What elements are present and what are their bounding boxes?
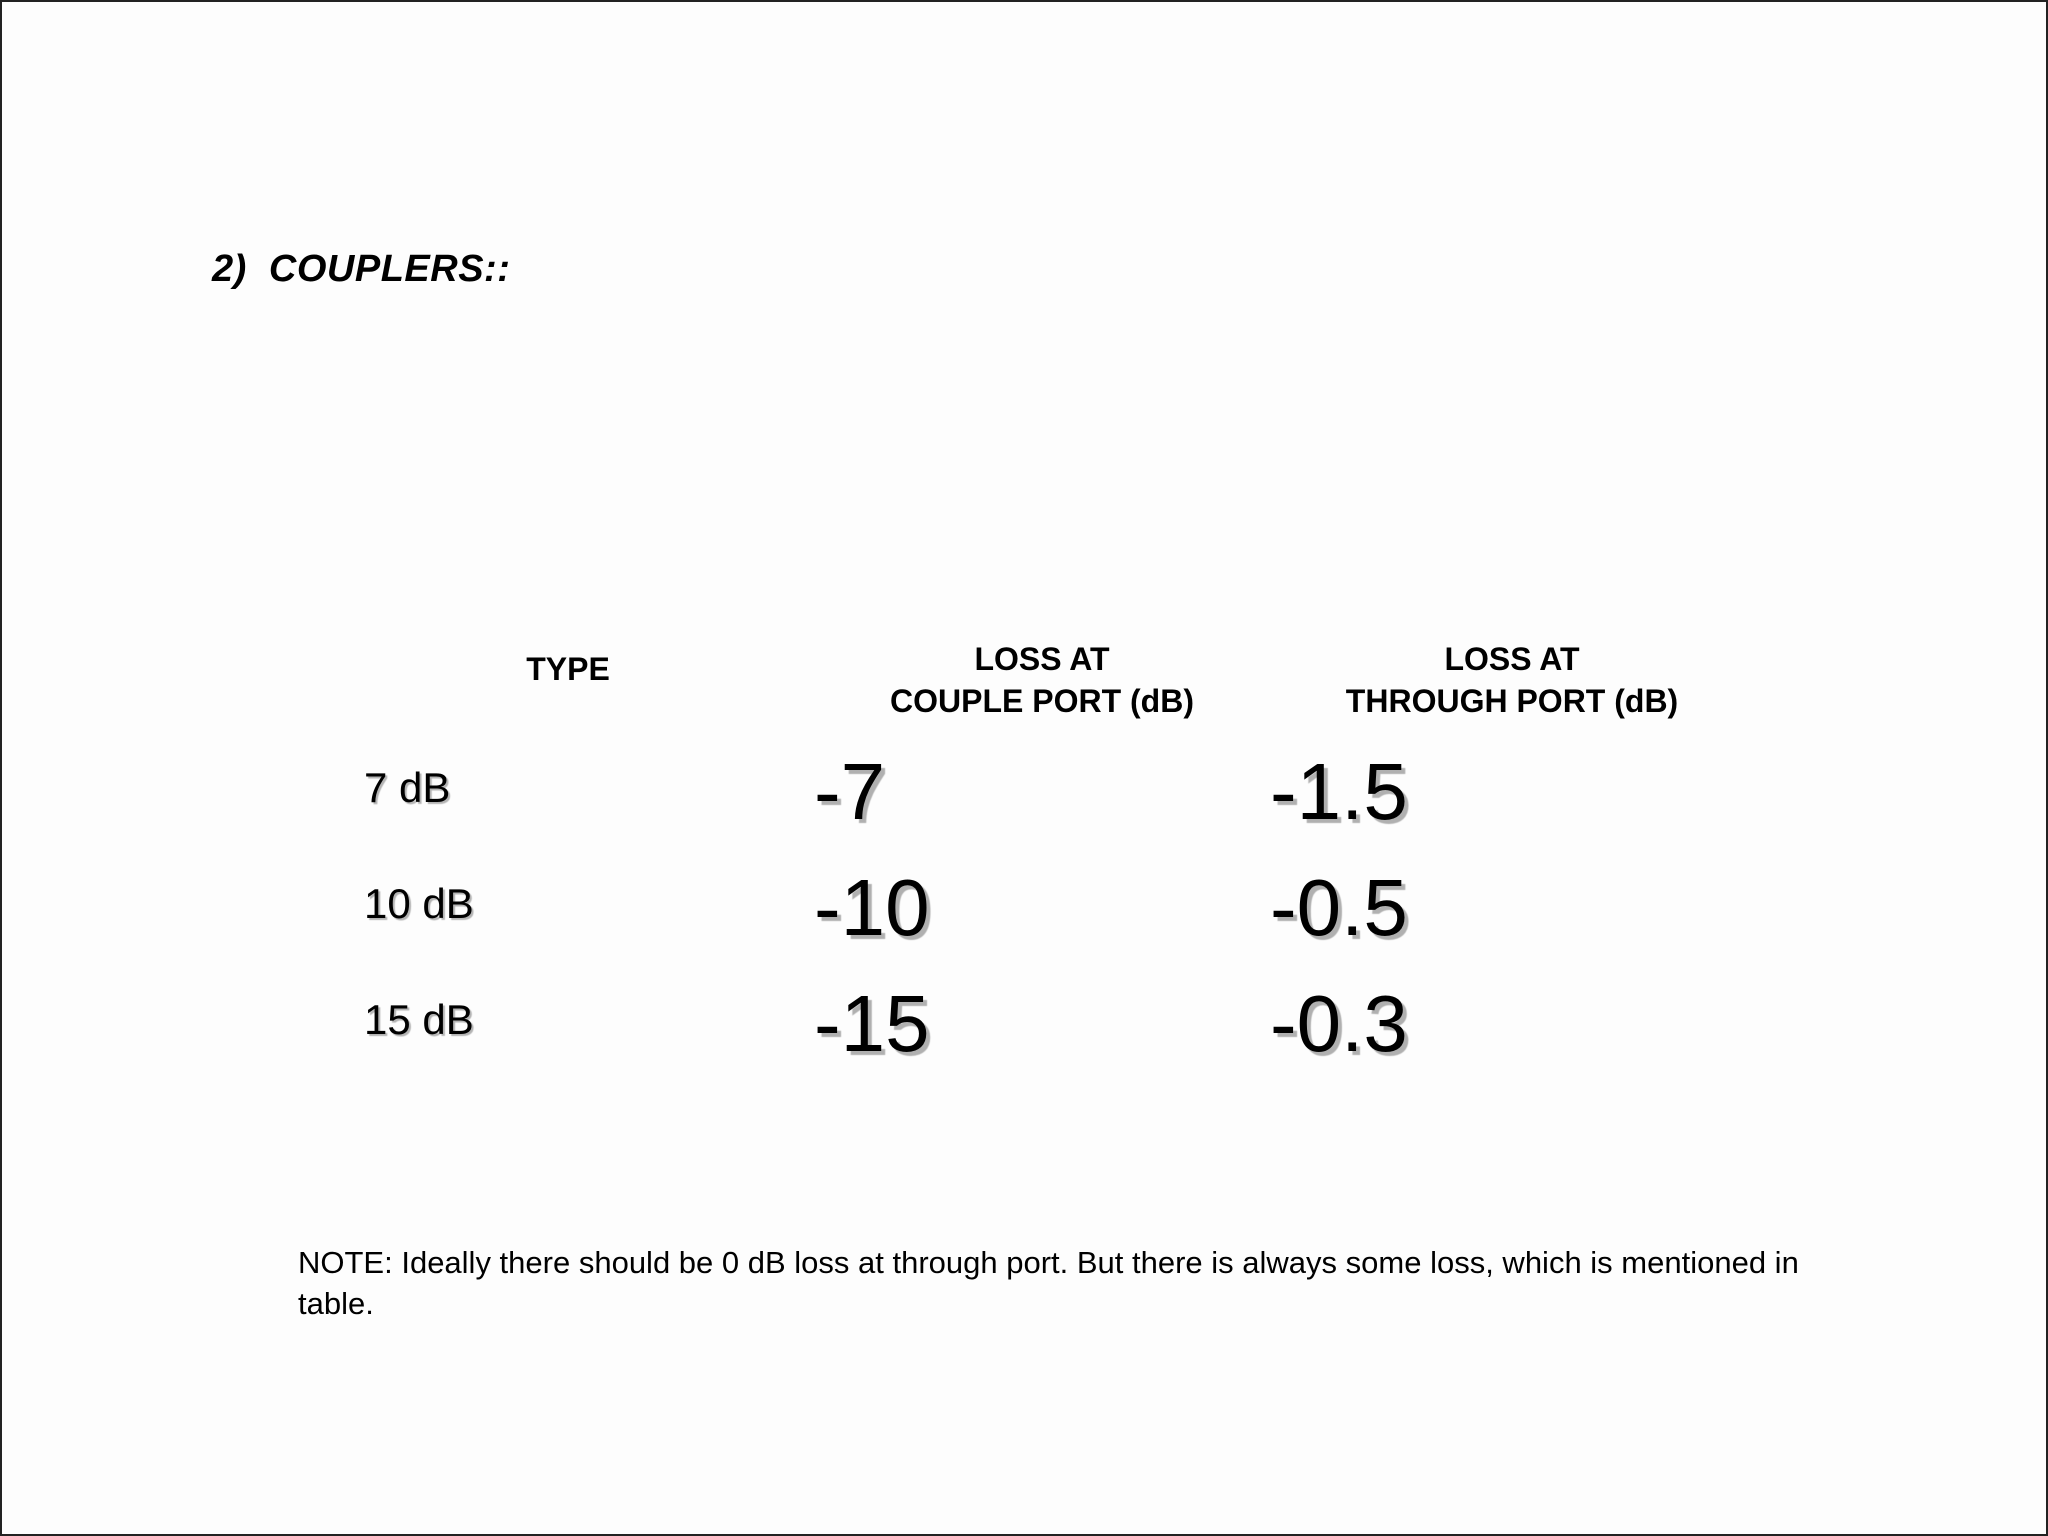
couple-port-loss-cell: -15: [814, 979, 930, 1068]
coupler-type-cell: 10 dB: [364, 880, 474, 927]
table-row: [2, 747, 2046, 864]
table-row: [2, 863, 2046, 980]
couple-port-loss-cell: -10: [814, 863, 930, 952]
through-port-loss-cell: -1.5: [1270, 747, 1408, 836]
couple-port-loss-cell: -7: [814, 747, 886, 836]
column-header-couple-line-1: LOSS AT: [974, 641, 1110, 677]
column-header-through-port-loss: [1302, 638, 1722, 722]
through-port-loss-cell: -0.5: [1270, 863, 1408, 952]
column-header-through-line-2: THROUGH PORT (dB): [1345, 683, 1679, 719]
column-header-type: [472, 648, 664, 690]
column-header-couple-port-loss: [862, 638, 1222, 722]
table-row: [2, 979, 2046, 1096]
through-port-loss-cell: -0.3: [1270, 979, 1408, 1068]
column-header-couple-line-2: COUPLE PORT (dB): [890, 683, 1194, 719]
column-header-type-label: TYPE: [526, 651, 610, 687]
footnote: NOTE: Ideally there should be 0 dB loss at through port. But there is always some loss, which is mentioned in table.: [298, 1245, 1799, 1321]
coupler-type-cell: 7 dB: [364, 764, 451, 811]
column-header-through-line-1: LOSS AT: [1444, 641, 1580, 677]
section-heading: 2) COUPLERS::: [212, 248, 511, 290]
coupler-type-cell: 15 dB: [364, 996, 474, 1043]
